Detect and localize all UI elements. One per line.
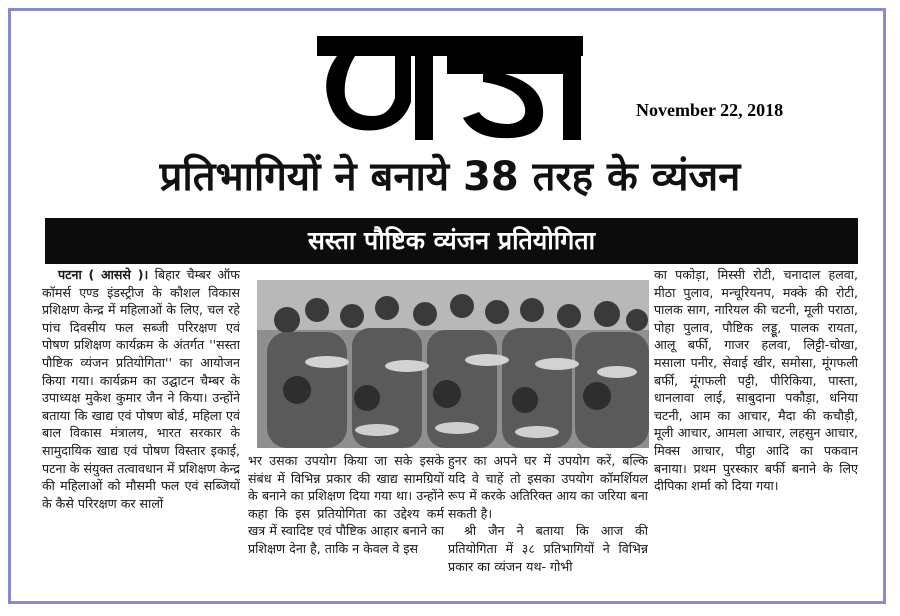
masthead-logo: [315, 30, 585, 142]
headline: प्रतिभागियों ने बनाये 38 तरह के व्यंजन: [159, 154, 741, 200]
subheadline-bar: [45, 218, 858, 264]
column-3-text-a: हुनर का अपने घर में उपयोग करें, बल्कि यदि वे चाहें तो इसका उपयोग कॉमर्शियल रूप में करके अतिरिक्त आय का जरिया बना सकती है।: [448, 453, 648, 521]
article-column-3: [448, 452, 648, 588]
article-photo: [257, 280, 649, 448]
column-3-text-b: श्री जैन ने बताया कि आज की प्रतियोगिता में ३८ प्रतिभागियों ने विभिन्न प्रकार का व्यंजन यथ- गोभी: [448, 523, 648, 574]
publication-date: November 22, 2018: [636, 100, 784, 120]
dateline: पटना ( आससे )।: [58, 267, 149, 282]
subheadline: सस्ता पौष्टिक व्यंजन प्रतियोगिता: [307, 226, 596, 255]
column-1-text: बिहार चैम्बर ऑफ कॉमर्स एण्ड इंडस्ट्रीज के कौशल विकास प्रशिक्षण केन्द्र में महिलाओं के लिए, चल रहे पांच दिवसीय फल सब्जी परिरक्षण एवं पोषण प्रशिक्षण कार्यक्रम के अंतर्गत ''सस्ता पौष्टिक व्यंजन प्रतियोगिता'' का आयोजन किया गया। कार्यक्रम का उद्घाटन चैम्बर के उपाध्यक्ष मुकेश कुमार जैन ने किया। उन्होंने बताया कि खाद्य एवं पोषण बोर्ड, महिला एवं बाल विकास मंत्रालय, भारत सरकार के सामुदायिक खाद्य एवं पोषण विस्तार इकाई, पटना के संयुक्त तत्वावधान में प्रशिक्षण केन्द्र की महिलाओं को मौसमी फल एवं सब्जियों के कैसे परिरक्षण कर सालों: [42, 267, 240, 511]
article-column-2: [248, 452, 444, 588]
masthead-logo-graphic: [315, 30, 585, 142]
article-column-1: [42, 266, 240, 588]
column-4-text: का पकोड़ा, मिस्सी रोटी, चनादाल हलवा, मीठा पुलाव, मन्चूरियनप, मक्के की रोटी, पालक साग, नारियल की चटनी, मूली पराठा, पोहा पुलाव, पौष्टिक लड्डू, पालक रायता, आलू बर्फी, गाजर हलवा, लिट्टी-चोखा, मसाला पनीर, सेवाई खीर, समोसा, मूंगफली बर्फी, मूंगफली पट्टी, पीरिकिया, पास्ता, धानलावा लाई, साबुदाना पकौड़ा, धनिया चटनी, आम का आचार, मैदा की कचौड़ी, मूली आचार, आमला आचार, लहसुन आचार, मिक्स आचार, पीट्ठा आदि का पकवान बनाया। प्रथम पुरस्कार बर्फी बनाने के लिए दीपिका शर्मा को दिया गया।: [654, 267, 858, 494]
paragraph-1: [42, 266, 240, 512]
article-column-4: [654, 266, 858, 588]
group-photo-graphic: [257, 280, 649, 448]
column-2-text: भर उसका उपयोग किया जा सके इसके संबंध में विभिन्न प्रकार की खाद्य सामग्रियों के बनाने का प्रशिक्षण दिया गया था। उन्होंने कहा कि इस प्रतियोगिता का उद्देश्य कर्म खत्र में स्वादिष्ट एवं पौष्टिक आहार बनाने का प्रशिक्षण देना है, ताकि न केवल वे इस: [248, 453, 444, 556]
